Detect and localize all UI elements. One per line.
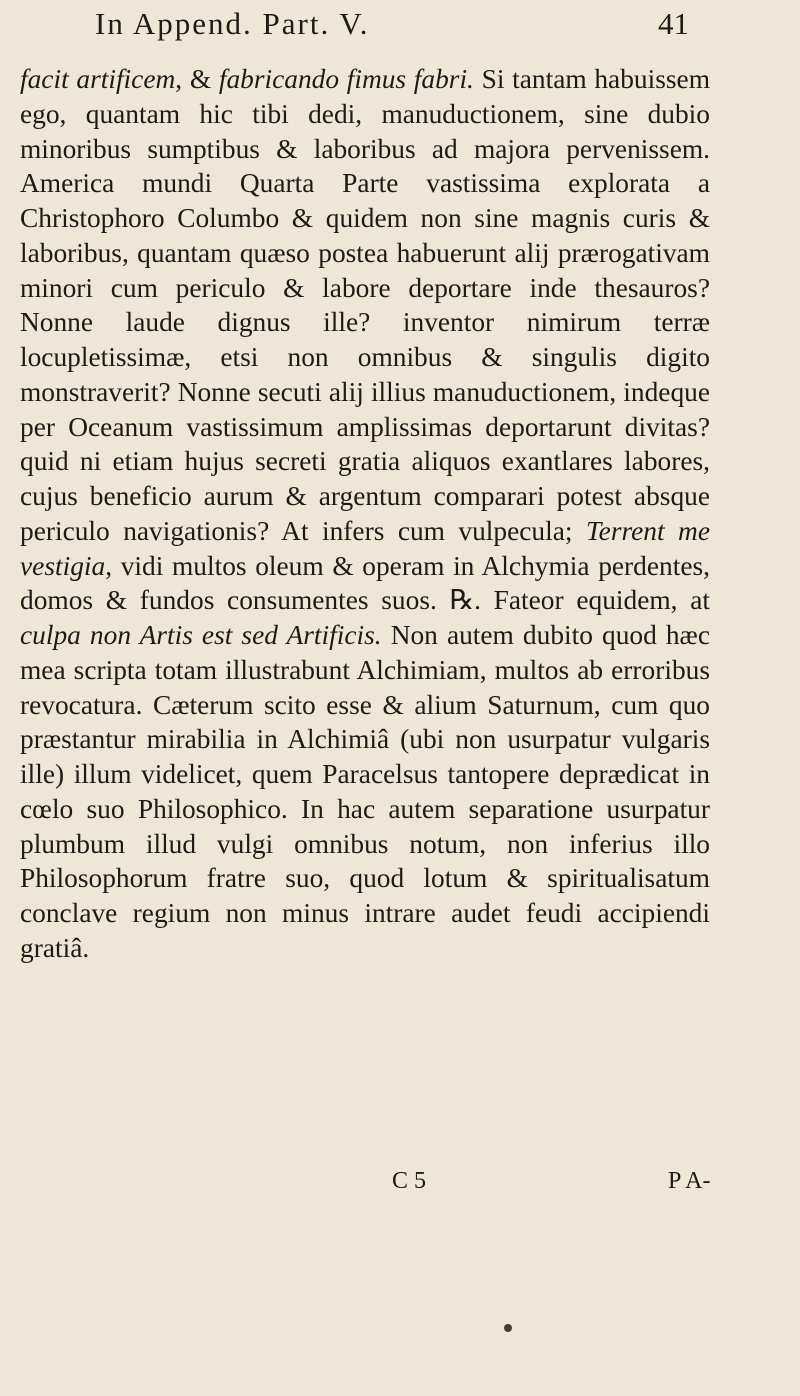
text-run: Non autem dubito quod hæc mea scripta totam illustrabunt Alchimiam, multos ab erroribus revocatura. Cæterum scito esse & alium Saturnum, cum quo præstantur mirabilia in Alchimiâ (ubi non usurpatur vulgaris ille) illum videlicet, quem Paracelsus tantopere deprædicat in cœlo suo Philosophico. In hac autem separatione usurpatur plumbum illud vulgi omnibus notum, non inferius illo Philosophorum fratre suo, quod lotum & spiritualisatum conclave regium non minus intrare audet feudi accipiendi gratiâ. <box>20 620 710 963</box>
text-run: , & <box>175 64 219 94</box>
text-run: , vidi multos oleum & operam in Alchymia perdentes, domos & fundos consumentes suos. ℞. Fateor equidem, at <box>20 550 710 616</box>
body-text <box>20 62 710 966</box>
signature-mark: C 5 <box>392 1168 427 1194</box>
catchword: P A- <box>668 1168 711 1194</box>
running-head <box>95 6 695 42</box>
italic-text-run: culpa non Artis est sed Artificis. <box>20 620 382 650</box>
running-title: In Append. Part. V. <box>95 6 370 41</box>
paragraph <box>20 62 710 966</box>
italic-text-run: fabricando fimus fabri. <box>218 64 474 94</box>
italic-text-run: facit artificem <box>20 64 176 94</box>
ink-speck <box>504 1324 512 1332</box>
page-number: 41 <box>658 6 689 41</box>
text-run: Si tantam habuissem ego, quantam hic tibi dedi, manuductionem, sine dubio minoribus sumptibus & laboribus ad majora pervenissem. America mundi Quarta Parte vastissima explorata a Christophoro Columbo & quidem non sine magnis curis & laboribus, quantam quæso postea habuerunt alij prærogativam minori cum periculo & labore deportare inde thesauros? Nonne laude dignus ille? inventor nimirum terræ locupletissimæ, etsi non omnibus & singulis digito monstraverit? Nonne secuti alij illius manuductionem, indeque per Oceanum vastissimum amplissimas deportarunt divitas? quid ni etiam hujus secreti gratia aliquos exantlares labores, cujus beneficio aurum & argentum comparari potest absque periculo navigationis? At infers cum vulpecula; <box>20 64 710 546</box>
italic-text-run: Terrent me vestigia <box>20 515 710 581</box>
